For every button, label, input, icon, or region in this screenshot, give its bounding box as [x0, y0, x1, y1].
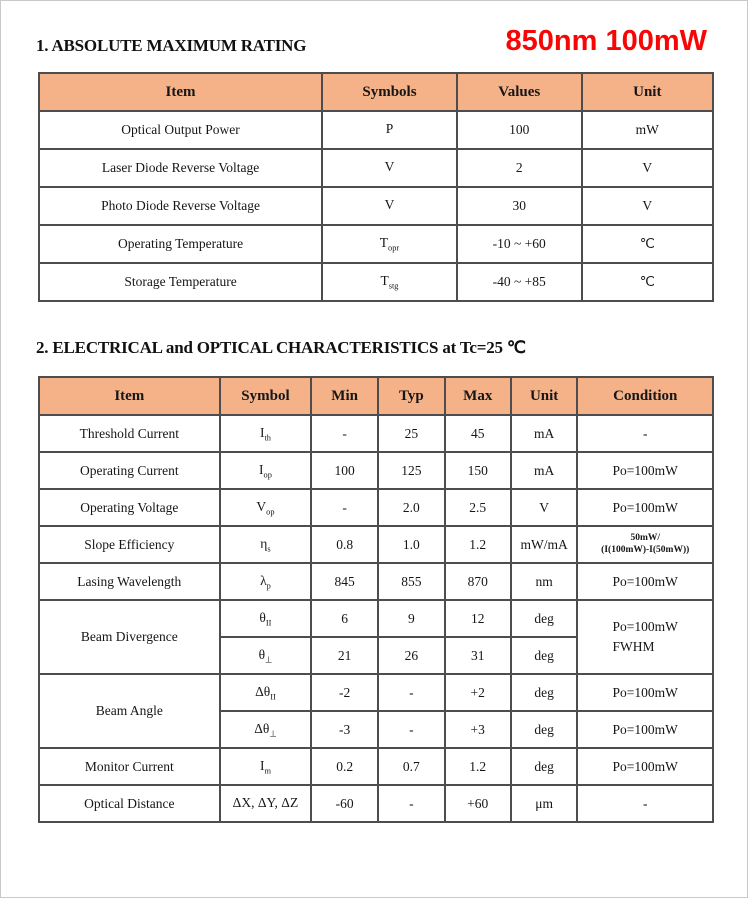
- cell-unit: deg: [511, 674, 578, 711]
- condition-line1: Po=100mW: [612, 618, 678, 634]
- table1-header-values: Values: [457, 73, 582, 111]
- cell-unit: deg: [511, 748, 578, 785]
- table1-header-symbols: Symbols: [322, 73, 457, 111]
- cell-unit: mW/mA: [511, 526, 578, 563]
- cell-item: Threshold Current: [39, 415, 220, 452]
- table-row: [39, 225, 713, 263]
- cell-symbol: [220, 637, 312, 674]
- condition-line2: (I(100mW)-I(50mW)): [601, 544, 690, 555]
- cell-item: Operating Voltage: [39, 489, 220, 526]
- cell-item: Laser Diode Reverse Voltage: [39, 149, 322, 187]
- table-row: [39, 748, 713, 785]
- cell-value: -40 ~ +85: [457, 263, 582, 301]
- cell-max: +60: [445, 785, 511, 822]
- symbol-base: T: [380, 273, 389, 289]
- table-row: [39, 452, 713, 489]
- cell-symbol: [220, 415, 312, 452]
- cell-condition: Po=100mW: [577, 711, 713, 748]
- table-row: [39, 489, 713, 526]
- table-row: [39, 600, 713, 637]
- symbol-subscript: ⊥: [265, 655, 273, 665]
- cell-min: -3: [311, 711, 378, 748]
- table2-header-row: [39, 377, 713, 415]
- cell-min: 0.2: [311, 748, 378, 785]
- table-row: [39, 263, 713, 301]
- cell-symbol: [220, 600, 312, 637]
- cell-item: Operating Current: [39, 452, 220, 489]
- table2-header-item: Item: [39, 377, 220, 415]
- symbol-subscript: ⊥: [269, 729, 277, 739]
- cell-typ: 9: [378, 600, 445, 637]
- cell-condition: Po=100mW: [577, 489, 713, 526]
- cell-max: 870: [445, 563, 511, 600]
- symbol-subscript: p: [266, 581, 271, 591]
- symbol-subscript: m: [264, 766, 271, 776]
- symbol-base: P: [385, 121, 394, 137]
- symbol-base: Δθ: [255, 683, 271, 699]
- cell-item: Lasing Wavelength: [39, 563, 220, 600]
- symbol-base: V: [384, 197, 395, 213]
- table-row: [39, 526, 713, 563]
- cell-min: 6: [311, 600, 378, 637]
- table-row: [39, 415, 713, 452]
- symbol-base: I: [259, 424, 265, 440]
- cell-unit: V: [582, 187, 713, 225]
- symbol-base: Δθ: [254, 720, 270, 736]
- cell-unit: deg: [511, 637, 578, 674]
- cell-item: Storage Temperature: [39, 263, 322, 301]
- cell-min: 100: [311, 452, 378, 489]
- cell-max: +2: [445, 674, 511, 711]
- cell-unit: ℃: [582, 263, 713, 301]
- cell-value: 30: [457, 187, 582, 225]
- symbol-base: ΔX, ΔY, ΔZ: [232, 794, 299, 810]
- cell-symbol: [220, 452, 312, 489]
- cell-condition: Po=100mW: [577, 563, 713, 600]
- cell-value: -10 ~ +60: [457, 225, 582, 263]
- cell-item: Beam Angle: [39, 674, 220, 748]
- symbol-subscript: II: [265, 618, 272, 628]
- cell-min: 0.8: [311, 526, 378, 563]
- cell-max: +3: [445, 711, 511, 748]
- cell-typ: 1.0: [378, 526, 445, 563]
- cell-typ: -: [378, 711, 445, 748]
- cell-min: 21: [311, 637, 378, 674]
- table-row: [39, 563, 713, 600]
- symbol-subscript: op: [266, 507, 275, 517]
- cell-min: -2: [311, 674, 378, 711]
- symbol-subscript: op: [263, 470, 272, 480]
- table2-header-min: Min: [311, 377, 378, 415]
- cell-max: 1.2: [445, 526, 511, 563]
- cell-symbol: [220, 563, 312, 600]
- table2-header-unit: Unit: [511, 377, 578, 415]
- cell-item: Optical Output Power: [39, 111, 322, 149]
- symbol-base: I: [259, 757, 265, 773]
- symbol-base: V: [384, 159, 395, 175]
- section2-title: 2. ELECTRICAL and OPTICAL CHARACTERISTICS at Tc=25 ℃: [36, 338, 526, 357]
- cell-item: Monitor Current: [39, 748, 220, 785]
- cell-item: Slope Efficiency: [39, 526, 220, 563]
- symbol-base: V: [256, 498, 267, 514]
- cell-unit: V: [511, 489, 578, 526]
- absolute-maximum-rating-table: [38, 72, 714, 302]
- cell-typ: 25: [378, 415, 445, 452]
- table-row: [39, 674, 713, 711]
- symbol-base: I: [259, 461, 264, 477]
- cell-condition: -: [577, 415, 713, 452]
- cell-max: 31: [445, 637, 511, 674]
- cell-symbol: [220, 785, 312, 822]
- page-header: [36, 27, 707, 56]
- cell-unit: deg: [511, 711, 578, 748]
- cell-max: 12: [445, 600, 511, 637]
- condition-line2: FWHM: [612, 639, 655, 654]
- cell-min: -60: [311, 785, 378, 822]
- symbol-subscript: th: [264, 433, 271, 443]
- cell-unit: mA: [511, 415, 578, 452]
- cell-max: 150: [445, 452, 511, 489]
- table2-header-typ: Typ: [378, 377, 445, 415]
- cell-symbol: [220, 489, 312, 526]
- cell-condition: [577, 526, 713, 563]
- cell-typ: -: [378, 785, 445, 822]
- cell-unit: mA: [511, 452, 578, 489]
- table2-header-max: Max: [445, 377, 511, 415]
- cell-typ: 0.7: [378, 748, 445, 785]
- cell-condition: [577, 600, 713, 674]
- condition-line1: 50mW/: [630, 532, 661, 543]
- cell-unit: deg: [511, 600, 578, 637]
- symbol-base: θ: [259, 609, 266, 625]
- table-row: [39, 111, 713, 149]
- cell-value: 100: [457, 111, 582, 149]
- cell-symbol: [322, 187, 457, 225]
- table2-header-condition: Condition: [577, 377, 713, 415]
- cell-typ: -: [378, 674, 445, 711]
- cell-symbol: [322, 225, 457, 263]
- table1-header-unit: Unit: [582, 73, 713, 111]
- table2-header-symbol: Symbol: [220, 377, 312, 415]
- symbol-base: θ: [258, 646, 266, 662]
- cell-condition: Po=100mW: [577, 674, 713, 711]
- symbol-subscript: opr: [388, 243, 400, 253]
- cell-min: 845: [311, 563, 378, 600]
- cell-max: 1.2: [445, 748, 511, 785]
- cell-typ: 26: [378, 637, 445, 674]
- table1-header-row: [39, 73, 713, 111]
- cell-symbol: [322, 263, 457, 301]
- condition-text: [613, 617, 678, 658]
- cell-min: -: [311, 415, 378, 452]
- section1-title: 1. ABSOLUTE MAXIMUM RATING: [36, 36, 307, 55]
- cell-max: 45: [445, 415, 511, 452]
- cell-unit: mW: [582, 111, 713, 149]
- cell-condition: Po=100mW: [577, 748, 713, 785]
- electro-optical-characteristics-table: [38, 376, 714, 823]
- symbol-base: η: [260, 535, 268, 551]
- cell-typ: 125: [378, 452, 445, 489]
- table1-header-item: Item: [39, 73, 322, 111]
- cell-condition: -: [577, 785, 713, 822]
- table-row: [39, 149, 713, 187]
- cell-item: Optical Distance: [39, 785, 220, 822]
- cell-symbol: [220, 526, 312, 563]
- cell-item: Operating Temperature: [39, 225, 322, 263]
- cell-symbol: [322, 149, 457, 187]
- cell-unit: nm: [511, 563, 578, 600]
- symbol-base: λ: [260, 572, 267, 588]
- cell-typ: 2.0: [378, 489, 445, 526]
- cell-max: 2.5: [445, 489, 511, 526]
- symbol-base: T: [379, 235, 389, 251]
- symbol-subscript: II: [270, 692, 276, 702]
- cell-unit: V: [582, 149, 713, 187]
- table-row: [39, 785, 713, 822]
- cell-value: 2: [457, 149, 582, 187]
- cell-item: Photo Diode Reverse Voltage: [39, 187, 322, 225]
- cell-unit: μm: [511, 785, 578, 822]
- cell-min: -: [311, 489, 378, 526]
- cell-typ: 855: [378, 563, 445, 600]
- table-row: [39, 187, 713, 225]
- symbol-subscript: stg: [388, 281, 399, 291]
- cell-symbol: [322, 111, 457, 149]
- cell-item: Beam Divergence: [39, 600, 220, 674]
- cell-symbol: [220, 711, 312, 748]
- cell-condition: Po=100mW: [577, 452, 713, 489]
- symbol-subscript: s: [267, 544, 271, 554]
- product-spec-label: 850nm 100mW: [505, 25, 707, 57]
- cell-unit: ℃: [582, 225, 713, 263]
- cell-symbol: [220, 674, 312, 711]
- cell-symbol: [220, 748, 312, 785]
